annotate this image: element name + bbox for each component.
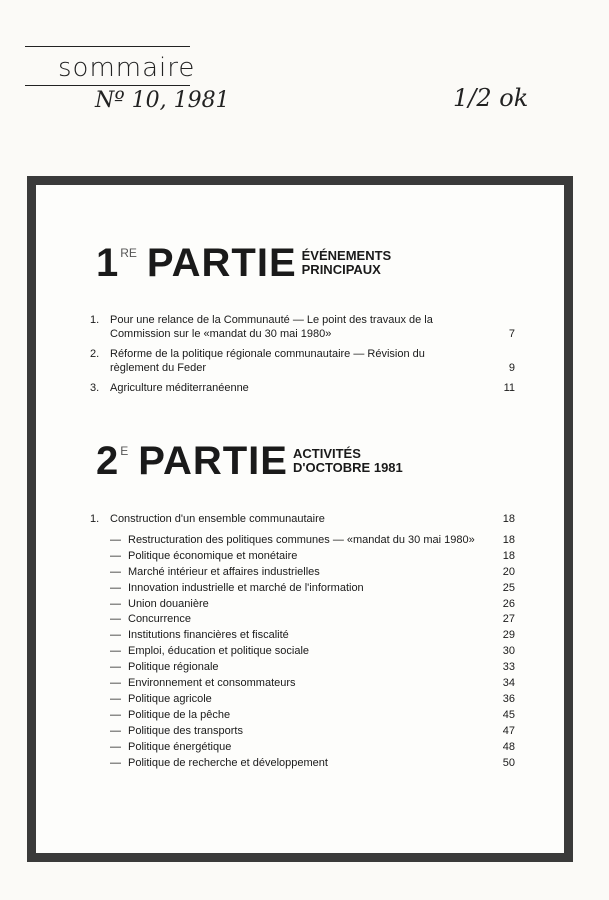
item-page: 48: [502, 740, 515, 753]
item-title: Institutions financières et fiscalité: [128, 629, 289, 642]
toc-subitem: [90, 708, 515, 724]
item-page: 26: [502, 597, 515, 610]
toc-subitem: [90, 565, 515, 581]
toc-subitem: [90, 612, 515, 628]
part2-subtitle: [293, 447, 403, 475]
item-title: Marché intérieur et affaires industrielles: [128, 565, 320, 578]
item-dash: —: [110, 756, 121, 769]
item-page: 9: [508, 362, 515, 374]
item-number: 2.: [90, 348, 100, 360]
item-title: Concurrence: [128, 613, 191, 626]
item-title: Construction d'un ensemble communautaire: [110, 513, 325, 525]
toc-subitem: [90, 644, 515, 660]
part2-subtitle-line2: D'OCTOBRE 1981: [292, 460, 403, 475]
item-title: Politique énergétique: [128, 740, 232, 753]
part1-subtitle: [302, 249, 392, 277]
toc-subitem: [90, 740, 515, 756]
item-dash: —: [110, 708, 121, 721]
toc-subitem: [90, 660, 515, 676]
toc-subitem: [90, 628, 515, 644]
item-dash: —: [110, 581, 121, 594]
contents-frame: [27, 176, 573, 862]
toc-item: [90, 381, 515, 395]
item-page: 7: [508, 328, 515, 340]
item-dash: —: [110, 661, 121, 674]
item-dash: —: [110, 692, 121, 705]
item-page: 25: [502, 581, 515, 594]
handwritten-issue-number: Nº 10, 1981: [95, 88, 230, 113]
part2-number: 2: [96, 439, 119, 483]
item-page: 33: [502, 661, 515, 674]
page-title: sommaire: [58, 53, 196, 83]
item-title: Restructuration des politiques communes — «mandat du 30 mai 1980»: [128, 533, 475, 546]
item-dash: —: [110, 549, 121, 562]
item-title: Politique de la pêche: [128, 708, 231, 721]
item-dash: —: [110, 533, 121, 546]
item-page: 45: [502, 708, 515, 721]
item-page: 20: [502, 565, 515, 578]
part1-heading: [96, 243, 391, 283]
toc-subitem: [90, 581, 515, 597]
item-title: Innovation industrielle et marché de l'information: [128, 581, 364, 594]
item-number: 1.: [90, 314, 100, 326]
part1-suffix: RE: [120, 246, 137, 260]
item-page: 50: [502, 756, 515, 769]
item-page: 36: [502, 692, 515, 705]
item-title: Pour une relance de la Communauté — Le point des travaux de la Commission sur le «mandat du 30 mai 1980»: [110, 314, 433, 340]
toc-item: [90, 313, 515, 341]
part1-subtitle-line2: PRINCIPAUX: [301, 262, 381, 277]
item-title: Union douanière: [128, 597, 209, 610]
item-dash: —: [110, 613, 121, 626]
item-title: Politique régionale: [128, 661, 219, 674]
item-page: 34: [502, 677, 515, 690]
item-page: 18: [502, 549, 515, 562]
item-page: 29: [502, 629, 515, 642]
item-page: 18: [502, 533, 515, 546]
toc-subitem: [90, 533, 515, 549]
item-page: 47: [502, 724, 515, 737]
item-title: Emploi, éducation et politique sociale: [128, 645, 310, 658]
top-rule: [25, 46, 190, 47]
item-dash: —: [110, 597, 121, 610]
part1-word: PARTIE: [146, 241, 297, 285]
item-title: Réforme de la politique régionale communautaire — Révision du règlement du Feder: [110, 348, 425, 374]
part2-heading: [96, 441, 403, 481]
title-underline: [25, 85, 190, 86]
part1-toc: [90, 313, 515, 395]
part2-suffix: E: [120, 444, 129, 458]
item-dash: —: [110, 724, 121, 737]
part1-subtitle-line1: ÉVÉNEMENTS: [301, 248, 392, 263]
item-page: 18: [502, 513, 515, 525]
toc-subitem: [90, 597, 515, 613]
item-page: 11: [503, 382, 515, 394]
item-title: Politique de recherche et développement: [128, 756, 328, 769]
toc-item: [90, 347, 515, 375]
item-page: 30: [502, 645, 515, 658]
item-dash: —: [110, 677, 121, 690]
item-dash: —: [110, 629, 121, 642]
item-title: Politique des transports: [128, 724, 243, 737]
part1-number: 1: [96, 241, 119, 285]
toc-subitem: [90, 756, 515, 772]
item-number: 3.: [90, 382, 100, 394]
handwritten-note: 1/2 ok: [453, 84, 529, 112]
item-title: Environnement et consommateurs: [128, 677, 296, 690]
item-page: 27: [502, 613, 515, 626]
item-dash: —: [110, 740, 121, 753]
part2-toc: [90, 512, 515, 772]
item-dash: —: [110, 645, 121, 658]
toc-subitem: [90, 676, 515, 692]
item-title: Politique agricole: [128, 692, 212, 705]
toc-subitem: [90, 549, 515, 565]
item-dash: —: [110, 565, 121, 578]
item-title: Agriculture méditerranéenne: [110, 382, 249, 394]
item-title: Politique économique et monétaire: [128, 549, 298, 562]
toc-item: [90, 512, 515, 528]
item-number: 1.: [90, 513, 100, 525]
toc-subitem: [90, 692, 515, 708]
part2-subtitle-line1: ACTIVITÉS: [292, 446, 361, 461]
part2-word: PARTIE: [138, 439, 288, 483]
toc-subitem: [90, 724, 515, 740]
